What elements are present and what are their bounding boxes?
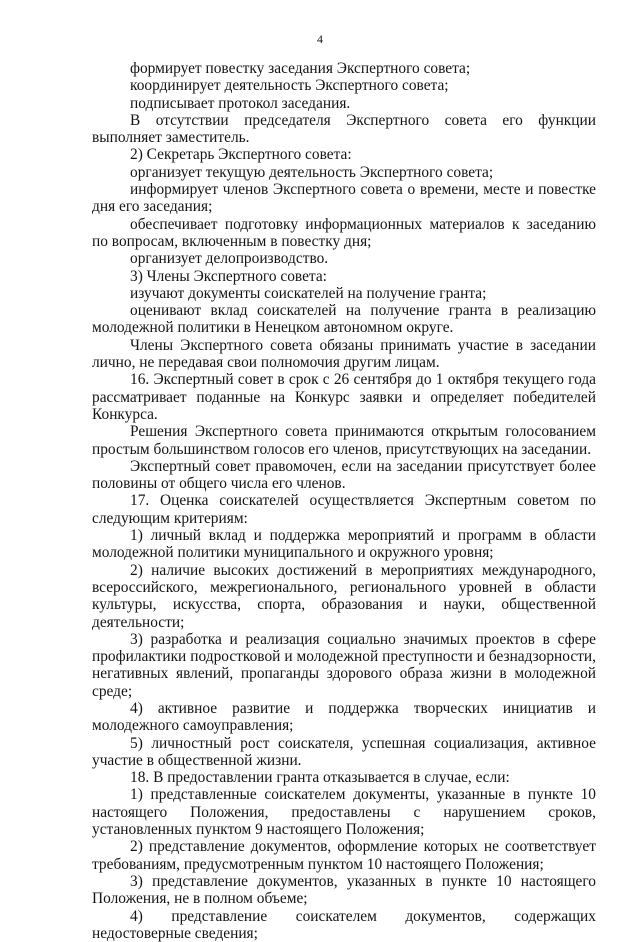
paragraph: изучают документы соискателей на получение гранта;: [130, 284, 487, 302]
paragraph: организует делопроизводство.: [130, 250, 329, 268]
paragraph: организует текущую деятельность Экспертного совета;: [130, 163, 494, 181]
paragraph: 4) активное развитие и поддержка творческих инициатив и молодежного самоуправления;: [92, 699, 596, 735]
paragraph: Экспертный совет правомочен, если на заседании присутствует более половины от общего числа его членов.: [92, 457, 596, 493]
paragraph: 2) наличие высоких достижений в мероприятиях международного, всероссийского, межрегионального, регионального уровней в области культуры, искусства, спорта, образования и науки, общественной деятельности;: [92, 561, 596, 631]
paragraph: 1) личный вклад и поддержка мероприятий и программ в области молодежной политики муниципального и окружного уровня;: [92, 527, 596, 562]
paragraph: 3) Члены Экспертного совета:: [130, 267, 327, 285]
paragraph: 2) представление документов, оформление которых не соответствует требованиям, предусмотренным пунктом 10 настоящего Положения;: [92, 838, 596, 873]
paragraph: 3) разработка и реализация социально значимых проектов в сфере профилактики подростковой и молодежной преступности и безнадзорности, негативных явлений, пропаганды здорового образа жизни в молодежной среде;: [92, 630, 596, 700]
paragraph: координирует деятельность Экспертного совета;: [130, 77, 449, 95]
paragraph: 2) Секретарь Экспертного совета:: [130, 146, 352, 164]
paragraph: формирует повестку заседания Экспертного совета;: [130, 60, 471, 77]
paragraph: В отсутствии председателя Экспертного совета его функции выполняет заместитель.: [92, 111, 596, 147]
paragraph: 5) личностный рост соискателя, успешная социализация, активное участие в общественной жизни.: [92, 734, 596, 769]
paragraph: информирует членов Экспертного совета о времени, месте и повестке дня его заседания;: [92, 181, 596, 216]
paragraph: оценивают вклад соискателей на получение гранта в реализацию молодежной политики в Ненецком автономном округе.: [92, 302, 596, 337]
paragraph: 4) представление соискателем документов, содержащих недостоверные сведения;: [92, 907, 596, 942]
paragraph: 3) представление документов, указанных в пункте 10 настоящего Положения, не в полном объеме;: [92, 872, 596, 908]
paragraph: 18. В предоставлении гранта отказывается в случае, если:: [130, 769, 510, 787]
paragraph: обеспечивает подготовку информационных материалов к заседанию по вопросам, включенным в повестку дня;: [92, 215, 596, 250]
page-number: 4: [317, 32, 323, 46]
paragraph: Члены Экспертного совета обязаны принимать участие в заседании лично, не передавая свои полномочия другим лицам.: [92, 336, 596, 372]
paragraph: Решения Экспертного совета принимаются открытым голосованием простым большинством голосов его членов, присутствующих на заседании.: [92, 423, 596, 458]
document-body: [92, 60, 596, 942]
paragraph: 17. Оценка соискателей осуществляется Экспертным советом по следующим критериям:: [92, 492, 596, 527]
paragraph: 16. Экспертный совет в срок с 26 сентября до 1 октября текущего года рассматривает поданные на Конкурс заявки и определяет победителей Конкурса.: [92, 371, 596, 423]
paragraph: подписывает протокол заседания.: [130, 94, 351, 112]
paragraph: 1) представленные соискателем документы, указанные в пункте 10 настоящего Положения, предоставлены с нарушением сроков, установленных пунктом 9 настоящего Положения;: [92, 786, 596, 839]
